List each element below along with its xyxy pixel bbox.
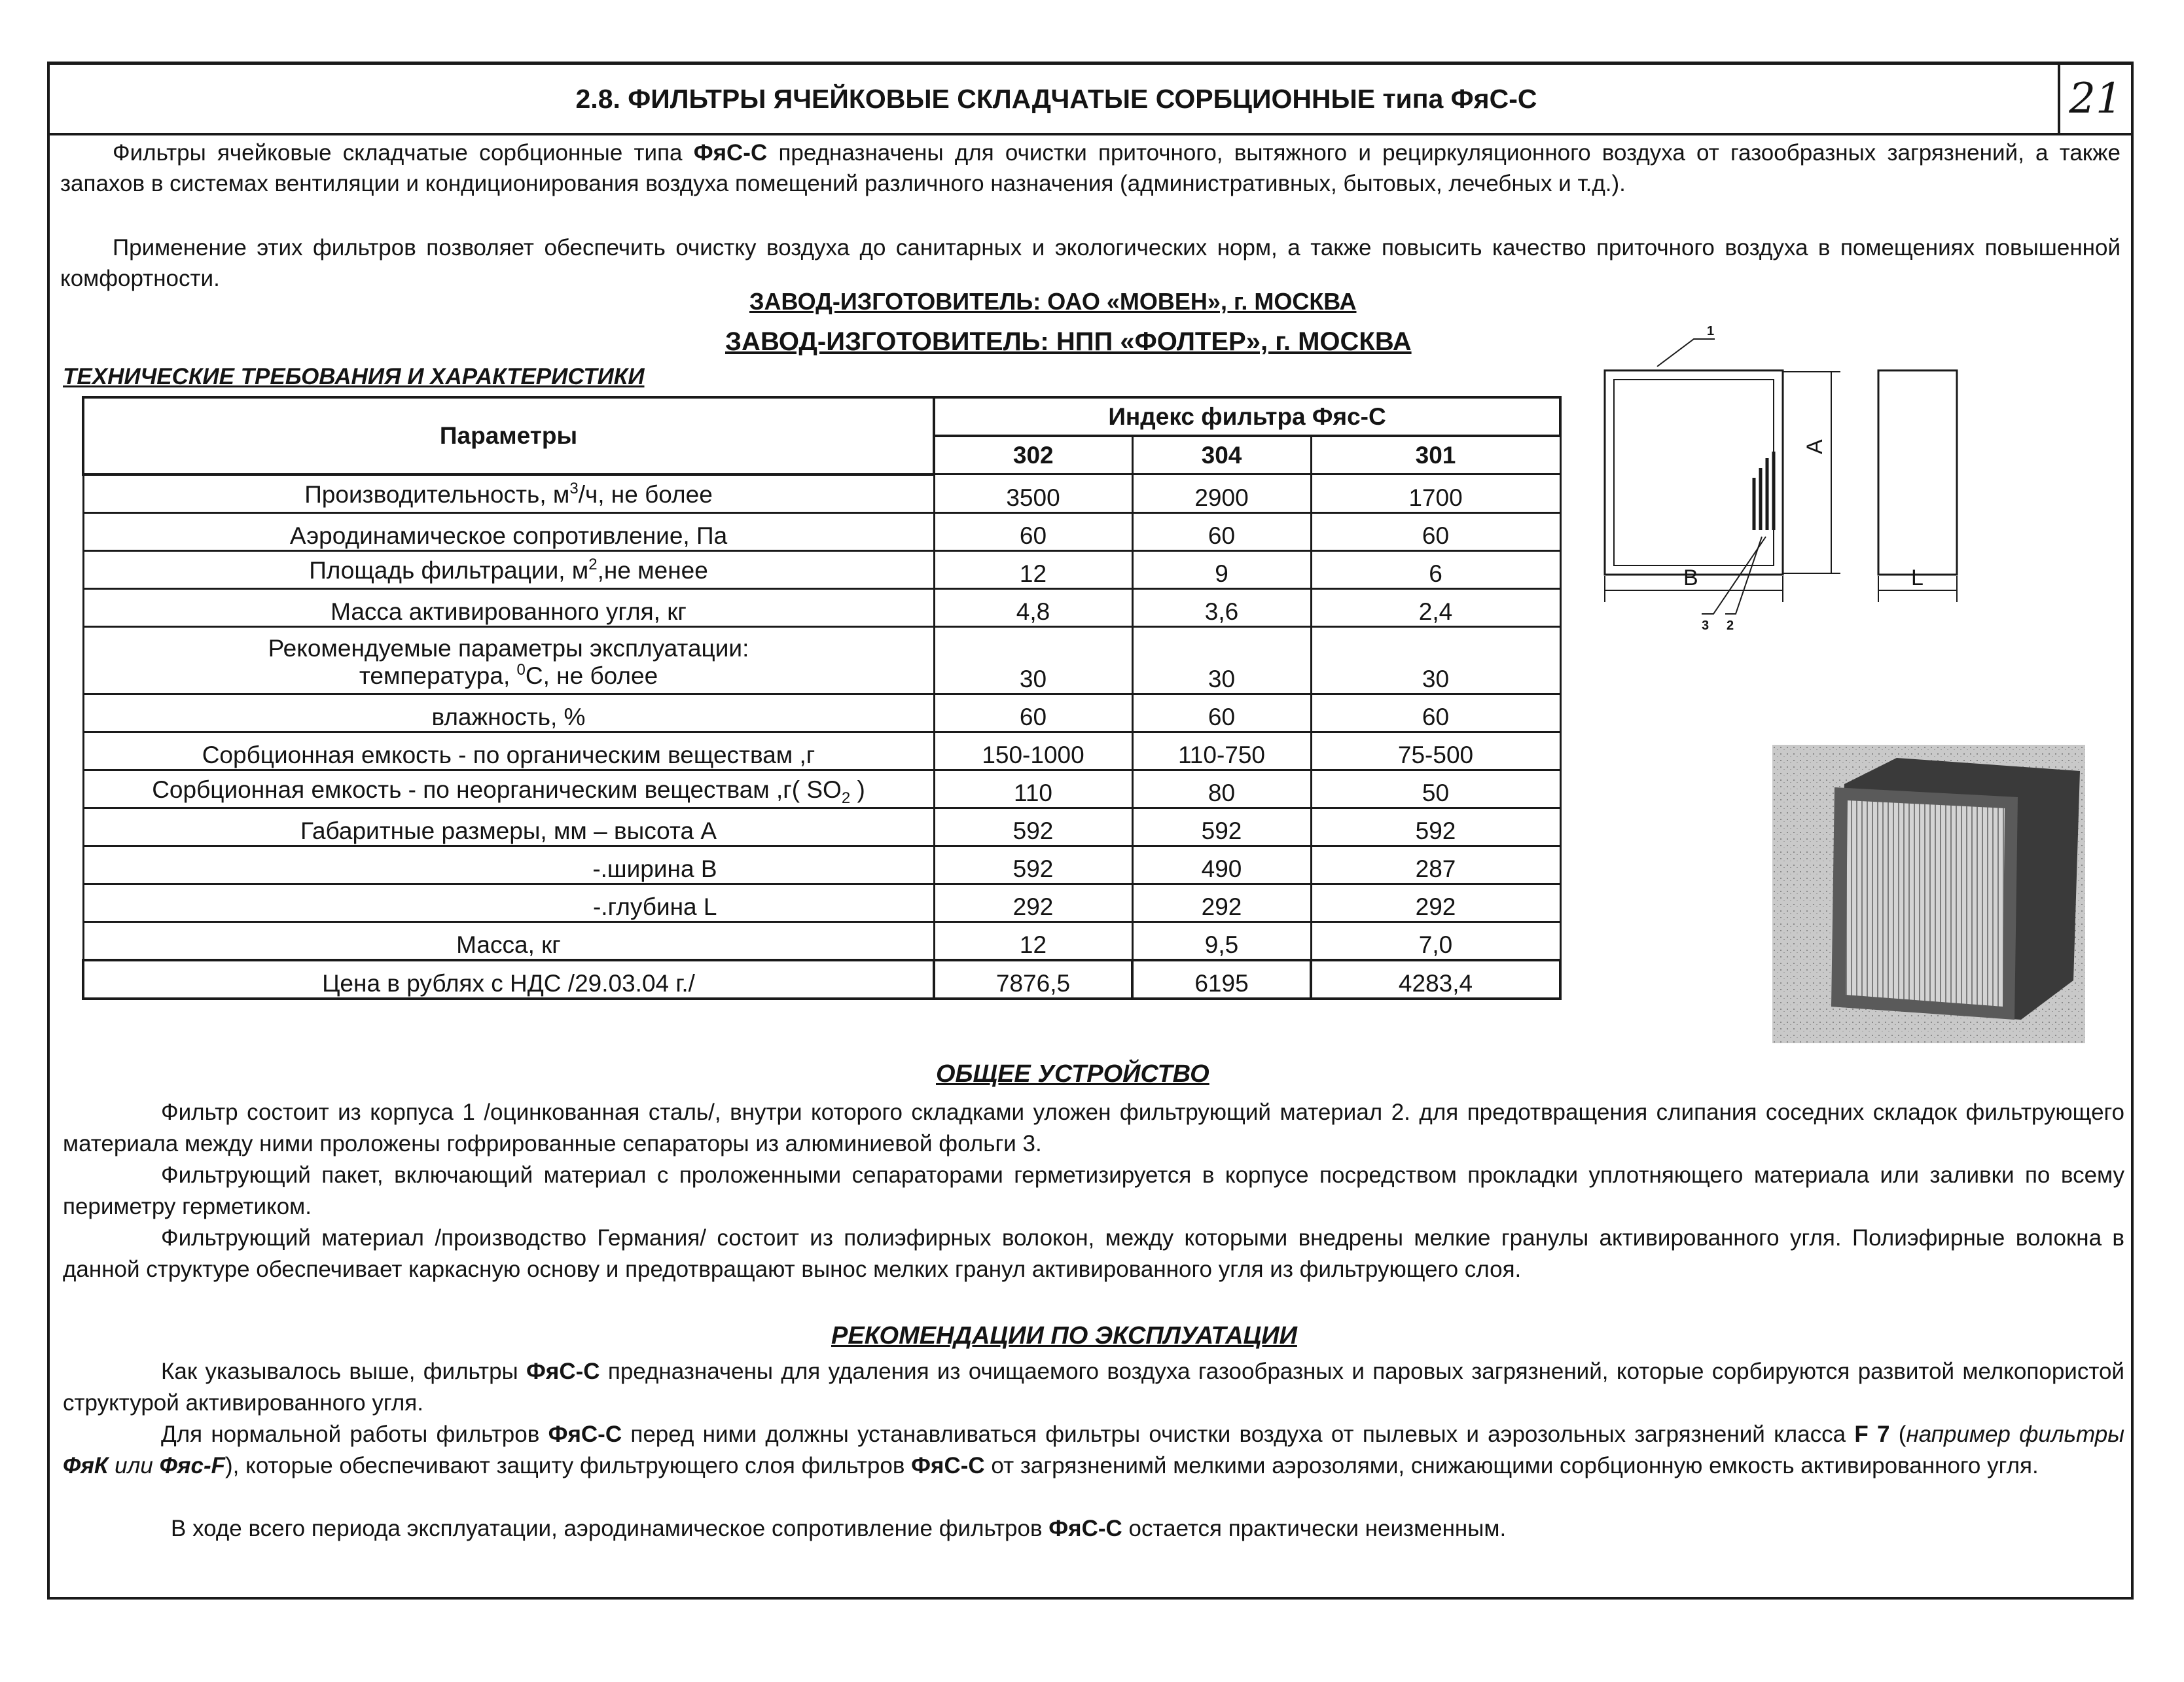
table-row xyxy=(83,512,1560,550)
cell: 30 xyxy=(1311,626,1560,694)
page-number: 21 xyxy=(2058,65,2131,133)
general-paragraph-2 xyxy=(63,1160,2124,1223)
table-row xyxy=(83,922,1560,960)
general-paragraph-1 xyxy=(63,1097,2124,1160)
cell: 3500 xyxy=(934,474,1132,513)
cell: 60 xyxy=(1311,512,1560,550)
text: С, не более xyxy=(525,662,658,689)
text: ( xyxy=(1889,1422,1907,1447)
cell: 4,8 xyxy=(934,588,1132,626)
cell: 50 xyxy=(1311,770,1560,808)
dimension-a-label: А xyxy=(1802,439,1827,454)
text: 3 xyxy=(569,479,579,497)
leader-1 xyxy=(1657,339,1715,367)
filter-front-outline xyxy=(1605,370,1783,575)
filter-media xyxy=(1846,800,2005,1007)
product-code: ФяС-С xyxy=(693,140,768,166)
row-label: Цена в рублях с НДС /29.03.04 г./ xyxy=(83,960,934,999)
text: например фильтры xyxy=(1906,1422,2124,1447)
text: ,не менее xyxy=(597,556,708,584)
product-code: ФяС-С xyxy=(548,1422,622,1447)
text: Рекомендуемые параметры эксплуатации: xyxy=(268,634,749,662)
cell: 292 xyxy=(1132,884,1311,922)
cell: 30 xyxy=(1132,626,1311,694)
recommendations-heading: РЕКОМЕНДАЦИИ ПО ЭКСПЛУАТАЦИИ xyxy=(831,1322,1297,1350)
row-label: влажность, % xyxy=(83,694,934,732)
cell: 6 xyxy=(1311,550,1560,588)
tech-requirements-heading: ТЕХНИЧЕСКИЕ ТРЕБОВАНИЯ И ХАРАКТЕРИСТИКИ xyxy=(63,364,645,389)
text: остается практически неизменным. xyxy=(1122,1516,1507,1541)
filter-inner-outline xyxy=(1614,380,1774,565)
row-label xyxy=(83,770,934,808)
filter-class: F 7 xyxy=(1854,1422,1890,1447)
row-label: Сорбционная емкость - по органическим веществам ,г xyxy=(83,732,934,770)
table-row xyxy=(83,474,1560,513)
title-row xyxy=(50,65,2131,135)
cell: 4283,4 xyxy=(1311,960,1560,999)
text: 2 xyxy=(588,555,598,573)
spec-table xyxy=(82,396,1562,1000)
filter-schematic-diagram xyxy=(1597,321,1963,648)
row-label: -.ширина В xyxy=(83,846,934,884)
text xyxy=(90,662,928,693)
cell: 2,4 xyxy=(1311,588,1560,626)
row-label xyxy=(83,474,934,513)
cell: 9 xyxy=(1132,550,1311,588)
cell: 592 xyxy=(934,808,1132,846)
cell: 60 xyxy=(934,512,1132,550)
table-row xyxy=(83,770,1560,808)
table-row xyxy=(83,884,1560,922)
cell: 9,5 xyxy=(1132,922,1311,960)
cell: 80 xyxy=(1132,770,1311,808)
text: 0 xyxy=(516,660,526,679)
text: Для нормальной работы фильтров xyxy=(161,1422,548,1447)
text: Сорбционная емкость - по неорганическим веществам ,г( SO xyxy=(152,776,842,803)
table-row xyxy=(83,732,1560,770)
row-label: Масса, кг xyxy=(83,922,934,960)
cell: 60 xyxy=(1132,694,1311,732)
dimension-b-label: В xyxy=(1683,565,1698,590)
text: предназначены для удаления из очищаемого воздуха газообразных и паровых загрязнений, которые сорбируются развитой мелкопористой структурой активированного угля. xyxy=(63,1359,2124,1416)
manufacturer-folter: ЗАВОД-ИЗГОТОВИТЕЛЬ: НПП «ФОЛТЕР», г. МОСКВА xyxy=(725,327,1412,356)
row-label xyxy=(83,550,934,588)
product-code: ФяС-С xyxy=(526,1359,600,1384)
callout-3: 3 xyxy=(1702,618,1710,633)
cell: 3,6 xyxy=(1132,588,1311,626)
table-row xyxy=(83,626,1560,694)
cell: 12 xyxy=(934,550,1132,588)
cell: 7876,5 xyxy=(934,960,1132,999)
text: Применение этих фильтров позволяет обеспечить очистку воздуха до санитарных и экологических норм, а также повысить качество приточного воздуха в помещениях повышенной комфортности. xyxy=(60,235,2121,291)
text: Фильтры ячейковые складчатые сорбционные типа xyxy=(113,140,694,166)
cell: 1700 xyxy=(1311,474,1560,513)
page-title: 2.8. ФИЛЬТРЫ ЯЧЕЙКОВЫЕ СКЛАДЧАТЫЕ СОРБЦИОННЫЕ типа ФяС-С xyxy=(575,83,1537,114)
callout-2: 2 xyxy=(1727,618,1734,633)
text: Фильтр состоит из корпуса 1 /оцинкованная сталь/, внутри которого складками уложен фильтрующий материал 2. для предотвращения слипания соседних складок фильтрующего материала между ними проложены гофрированные сепараторы из алюминиевой фольги 3. xyxy=(63,1100,2124,1156)
cell: 592 xyxy=(934,846,1132,884)
cell: 110-750 xyxy=(1132,732,1311,770)
text: или xyxy=(108,1453,160,1478)
row-label: Габаритные размеры, мм – высота А xyxy=(83,808,934,846)
text: Производительность, м xyxy=(304,480,570,508)
text: от загрязненимй мелкими аэрозолями, снижающими сорбционную емкость активированного угля. xyxy=(984,1453,2039,1478)
text: /ч, не более xyxy=(578,480,713,508)
index-header: Индекс фильтра Фяс-С xyxy=(934,397,1560,436)
table-row xyxy=(83,808,1560,846)
recommend-paragraph-1 xyxy=(63,1356,2124,1419)
text: предназначены для очистки приточного, вытяжного и рециркуляционного воздуха от газообразных загрязнений, а также запахов в системах вентиляции и кондиционирования воздуха помещений различного назначения (административных, бытовых, лечебных и т.д.). xyxy=(60,140,2121,196)
row-label xyxy=(83,626,934,694)
table-row xyxy=(83,846,1560,884)
cell: 292 xyxy=(934,884,1132,922)
filter-pleats xyxy=(1754,452,1774,530)
recommend-paragraph-3 xyxy=(63,1513,2124,1545)
text: Площадь фильтрации, м xyxy=(309,556,589,584)
table-row xyxy=(83,960,1560,999)
cell: 2900 xyxy=(1132,474,1311,513)
general-device-heading: ОБЩЕЕ УСТРОЙСТВО xyxy=(936,1060,1209,1088)
filter-side-outline xyxy=(1878,370,1957,575)
intro-paragraph-1 xyxy=(60,137,2121,199)
cell: 6195 xyxy=(1132,960,1311,999)
row-label: Аэродинамическое сопротивление, Па xyxy=(83,512,934,550)
text: В ходе всего периода эксплуатации, аэродинамическое сопротивление фильтров xyxy=(171,1516,1049,1541)
text: Как указывалось выше, фильтры xyxy=(161,1359,527,1384)
text: перед ними должны устанавливаться фильтры очистки воздуха от пылевых и аэрозольных загрязнений класса xyxy=(622,1422,1855,1447)
intro-paragraph-2 xyxy=(60,232,2121,294)
manufacturer-moven: ЗАВОД-ИЗГОТОВИТЕЛЬ: ОАО «МОВЕН», г. МОСКВА xyxy=(749,288,1357,315)
cell: 60 xyxy=(1132,512,1311,550)
product-code: ФяС-С xyxy=(1048,1516,1122,1541)
cell: 12 xyxy=(934,922,1132,960)
model-304: 304 xyxy=(1132,436,1311,474)
cell: 292 xyxy=(1311,884,1560,922)
product-code: ФяС-С xyxy=(911,1453,985,1478)
filter-photo xyxy=(1772,745,2085,1043)
model-302: 302 xyxy=(934,436,1132,474)
cell: 7,0 xyxy=(1311,922,1560,960)
general-paragraph-3 xyxy=(63,1223,2124,1285)
cell: 60 xyxy=(1311,694,1560,732)
table-row xyxy=(83,588,1560,626)
table-row xyxy=(83,550,1560,588)
cell: 592 xyxy=(1311,808,1560,846)
product-code: ФяК xyxy=(63,1453,109,1478)
recommend-paragraph-2 xyxy=(63,1419,2124,1482)
cell: 60 xyxy=(934,694,1132,732)
cell: 592 xyxy=(1132,808,1311,846)
model-301: 301 xyxy=(1311,436,1560,474)
callout-1: 1 xyxy=(1707,324,1715,338)
param-header: Параметры xyxy=(83,397,934,474)
row-label: Масса активированного угля, кг xyxy=(83,588,934,626)
cell: 287 xyxy=(1311,846,1560,884)
text: температура, xyxy=(359,662,517,689)
cell: 110 xyxy=(934,770,1132,808)
cell: 30 xyxy=(934,626,1132,694)
product-code: Фяс-F xyxy=(159,1453,226,1478)
dimension-a-line xyxy=(1783,372,1840,573)
text: Фильтрующий пакет, включающий материал с проложенными сепараторами герметизируется в корпусе посредством прокладки уплотняющего материала или заливки по всему периметру герметиком. xyxy=(63,1162,2124,1219)
text: ), которые обеспечивают защиту фильтрующего слоя фильтров xyxy=(225,1453,912,1478)
cell: 150-1000 xyxy=(934,732,1132,770)
row-label: -.глубина L xyxy=(83,884,934,922)
text: ) xyxy=(850,776,865,803)
dimension-l-label: L xyxy=(1911,565,1924,590)
cell: 490 xyxy=(1132,846,1311,884)
text: 2 xyxy=(841,789,851,807)
cell: 75-500 xyxy=(1311,732,1560,770)
text: Фильтрующий материал /производство Германия/ состоит из полиэфирных волокон, между которыми внедрены мелкие гранулы активированного угля. Полиэфирные волокна в данной структуре обеспечивает каркасную основу и предотвращают вынос мелких гранул активированного угля из фильтрующего слоя. xyxy=(63,1225,2124,1282)
table-row xyxy=(83,694,1560,732)
